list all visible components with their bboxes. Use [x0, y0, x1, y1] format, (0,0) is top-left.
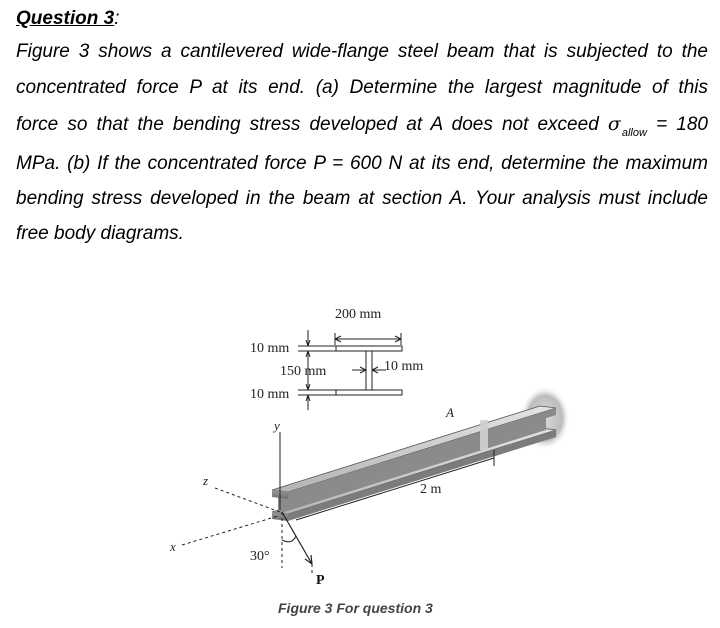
- force-P-label: P: [316, 573, 325, 588]
- sigma-symbol: σ: [607, 113, 621, 135]
- question-line-5: bending stress developed in the beam at section A. Your analysis must include: [16, 188, 708, 209]
- force-angle-label: 30°: [250, 549, 270, 564]
- force-P-arrow: [282, 512, 312, 576]
- question-line-2: concentrated force P at its end. (a) Determine the largest magnitude of this: [16, 77, 708, 98]
- question-line-3-text: force so that the bending stress developed at A does not exceed: [16, 114, 599, 135]
- section-A-label: A: [446, 405, 454, 420]
- question-line-4: MPa. (b) If the concentrated force P = 600 N at its end, determine the maximum: [16, 153, 708, 174]
- sigma-subscript: allow: [621, 127, 647, 139]
- dim-flange-bottom-label: 10 mm: [250, 387, 290, 402]
- coordinate-axes: [182, 432, 280, 545]
- figure-caption: Figure 3 For question 3: [278, 600, 433, 616]
- axis-y-label: y: [274, 418, 280, 433]
- dim-web-height-label: 150 mm: [280, 364, 327, 379]
- axis-z-label: z: [203, 473, 209, 488]
- question-line-6: free body diagrams.: [16, 223, 184, 244]
- dim-web-thickness-label: 10 mm: [384, 359, 424, 374]
- question-title: Question 3: [16, 8, 115, 29]
- question-line-1: Figure 3 shows a cantilevered wide-flange steel beam that is subjected to the: [16, 41, 708, 62]
- axis-x-label: x: [170, 539, 176, 554]
- wide-flange-beam: [272, 406, 556, 521]
- dim-flange-top-label: 10 mm: [250, 341, 290, 356]
- cross-section-diagram: [250, 307, 423, 410]
- dim-width-label: 200 mm: [335, 307, 382, 322]
- question-colon: :: [114, 8, 120, 29]
- span-length-label: 2 m: [420, 482, 442, 497]
- sigma-value: = 180: [656, 114, 708, 135]
